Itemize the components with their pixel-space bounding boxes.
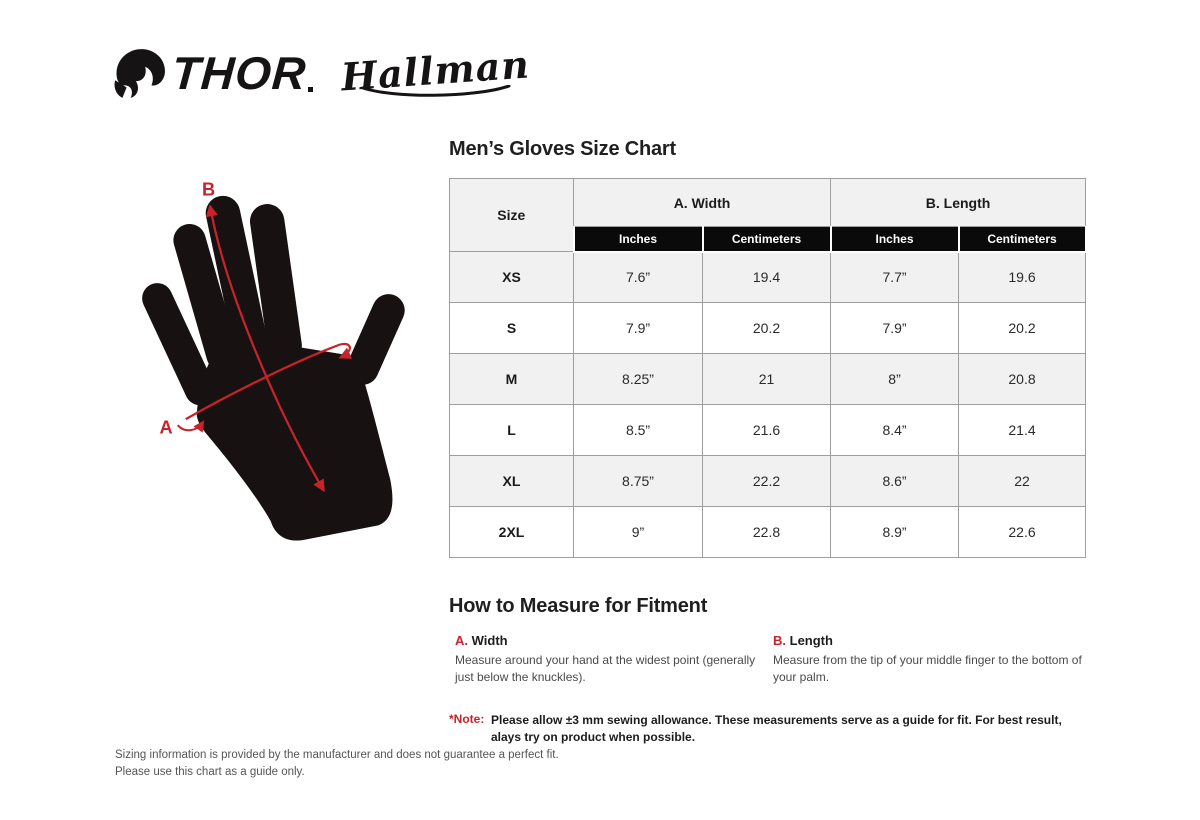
size-cell: M xyxy=(450,354,574,405)
length-cm-cell: 22.6 xyxy=(959,507,1086,558)
measure-width-text: Measure around your hand at the widest point (generally just below the knuckles). xyxy=(455,653,756,684)
size-cell: 2XL xyxy=(450,507,574,558)
column-header-size: Size xyxy=(450,179,574,252)
table-row xyxy=(450,405,1086,456)
hand-silhouette-illustration xyxy=(118,168,448,573)
size-cell: XL xyxy=(450,456,574,507)
measure-length-prefix: B. xyxy=(773,633,786,648)
column-header-length-centimeters: Centimeters xyxy=(959,227,1086,252)
thor-trademark-dot xyxy=(308,87,313,92)
measure-instructions xyxy=(449,633,1085,686)
hallman-logo xyxy=(339,40,532,100)
width-cm-cell: 22.2 xyxy=(703,456,831,507)
table-row xyxy=(450,303,1086,354)
brand-header xyxy=(110,40,532,102)
diagram-label-b: B xyxy=(202,179,216,200)
column-header-length-group: B. Length xyxy=(831,179,1086,227)
note-label: *Note: xyxy=(449,711,485,726)
size-chart-table xyxy=(449,178,1087,558)
width-inches-cell: 9” xyxy=(574,507,703,558)
width-cm-cell: 22.8 xyxy=(703,507,831,558)
width-inches-cell: 8.5” xyxy=(574,405,703,456)
length-inches-cell: 7.7” xyxy=(831,252,959,303)
measure-length-label: Length xyxy=(789,633,833,648)
length-inches-cell: 8” xyxy=(831,354,959,405)
thor-logo xyxy=(110,44,313,102)
length-cm-cell: 20.8 xyxy=(959,354,1086,405)
table-row xyxy=(450,252,1086,303)
width-inches-cell: 8.75” xyxy=(574,456,703,507)
measure-length-heading xyxy=(773,633,1085,648)
column-header-width-inches: Inches xyxy=(574,227,703,252)
measure-width-heading xyxy=(455,633,767,648)
length-inches-cell: 7.9” xyxy=(831,303,959,354)
measure-width-prefix: A. xyxy=(455,633,468,648)
hand-measurement-diagram xyxy=(118,168,448,573)
sizing-disclaimer xyxy=(115,747,559,780)
diagram-label-a: A xyxy=(159,417,173,438)
size-cell: S xyxy=(450,303,574,354)
measure-width-label: Width xyxy=(471,633,508,648)
length-inches-cell: 8.4” xyxy=(831,405,959,456)
size-cell: L xyxy=(450,405,574,456)
length-cm-cell: 20.2 xyxy=(959,303,1086,354)
thor-goat-icon xyxy=(110,44,168,102)
table-row xyxy=(450,507,1086,558)
table-row xyxy=(450,354,1086,405)
thor-wordmark: THOR xyxy=(170,47,309,99)
size-chart-section xyxy=(449,138,1085,746)
width-cm-cell: 19.4 xyxy=(703,252,831,303)
length-cm-cell: 22 xyxy=(959,456,1086,507)
length-cm-cell: 19.6 xyxy=(959,252,1086,303)
width-cm-cell: 21.6 xyxy=(703,405,831,456)
length-cm-cell: 21.4 xyxy=(959,405,1086,456)
width-cm-cell: 20.2 xyxy=(703,303,831,354)
column-header-width-group: A. Width xyxy=(574,179,831,227)
column-header-length-inches: Inches xyxy=(831,227,959,252)
measure-section-heading: How to Measure for Fitment xyxy=(449,595,708,617)
width-inches-cell: 7.6” xyxy=(574,252,703,303)
length-inches-cell: 8.6” xyxy=(831,456,959,507)
size-cell: XS xyxy=(450,252,574,303)
width-cm-cell: 21 xyxy=(703,354,831,405)
note-text: Please allow ±3 mm sewing allowance. These measurements serve as a guide for fit. For best result, alays try on product when possible. xyxy=(491,712,1062,744)
hallman-wordmark: Hallman xyxy=(339,40,532,100)
sizing-note xyxy=(449,712,1085,747)
page-title: Men’s Gloves Size Chart xyxy=(449,138,676,160)
disclaimer-line-2: Please use this chart as a guide only. xyxy=(115,765,305,778)
length-inches-cell: 8.9” xyxy=(831,507,959,558)
table-row xyxy=(450,456,1086,507)
measure-width-column xyxy=(455,633,767,686)
column-header-width-centimeters: Centimeters xyxy=(703,227,831,252)
width-inches-cell: 8.25” xyxy=(574,354,703,405)
measure-length-text: Measure from the tip of your middle finger to the bottom of your palm. xyxy=(773,653,1082,684)
measure-length-column xyxy=(773,633,1085,686)
width-inches-cell: 7.9” xyxy=(574,303,703,354)
width-label-curl-arrow xyxy=(178,422,203,430)
disclaimer-line-1: Sizing information is provided by the manufacturer and does not guarantee a perfect fit. xyxy=(115,749,559,761)
